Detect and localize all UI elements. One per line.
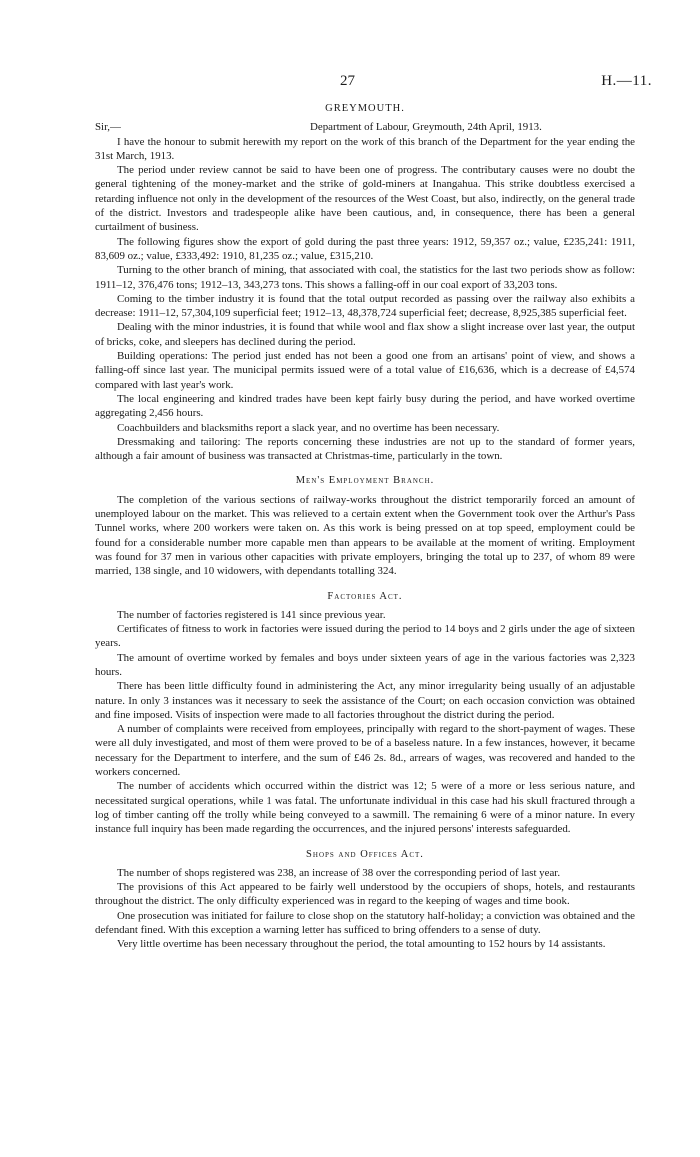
paragraph: The number of factories registered is 141 since previous year. bbox=[117, 608, 386, 621]
paragraph: Coming to the timber industry it is found that the total output recorded as passing over the railway also exhibits a decrease: 1911–12, 57,304,109 superficial feet; 1912–13, 48,378,724 superficial feet; decrease, 8,925,385 superficial feet. bbox=[95, 292, 635, 320]
paragraph: Certificates of fitness to work in factories were issued during the period to 14 boys and 2 girls under the age of sixteen years. bbox=[95, 623, 635, 650]
report-title: GREYMOUTH. bbox=[325, 103, 405, 114]
paragraph: Dealing with the minor industries, it is found that while wool and flax show a slight increase over last year, the output of bricks, coke, and sleepers has declined during the period. bbox=[95, 321, 635, 348]
paragraph: The number of shops registered was 238, an increase of 38 over the corresponding period of last year. bbox=[117, 866, 561, 879]
paragraph: The local engineering and kindred trades have been kept fairly busy during the period, and have worked overtime aggregating 2,456 hours. bbox=[95, 392, 635, 420]
paragraph: I have the honour to submit herewith my report on the work of this branch of the Department for the year ending the 31st March, 1913. bbox=[95, 135, 635, 162]
paragraph: Building operations: The period just ended has not been a good one from an artisans' point of view, and shows a falling-off since last year. The municipal permits issued were of a total value of £16,636, which is a decrease of £4,574 compared with last year's work. bbox=[95, 350, 635, 391]
paragraph: A number of complaints were received from employees, principally with regard to the short-payment of wages. These were all duly investigated, and most of them were proved to be of a baseless nature. In a few instances, however, it became necessary for the Department to interfere, and the sum of £46 2s. 8d., arrears of wages, was recovered and handed to the workers concerned. bbox=[95, 723, 635, 779]
section-heading-factories-act: Factories Act. bbox=[327, 590, 403, 602]
paragraph: Very little overtime has been necessary throughout the period, the total amounting to 152 hours by 14 assistants. bbox=[117, 938, 606, 951]
paragraph: The period under review cannot be said to have been one of progress. The contributary causes were no doubt the general tightening of the money-market and the strike of gold-miners at Inangahua. This strike doubtless exercised a retarding influence not only in the development of the resources of the West Coast, but also, indirectly, on the general trade of the district. Investors and tradespeople alike have been cautious, and, in consequence, there has been a general curtailment of business. bbox=[95, 164, 635, 234]
salutation: Sir,— bbox=[95, 121, 121, 134]
page-number: 27 bbox=[340, 73, 355, 89]
salutation-line bbox=[95, 120, 635, 134]
paragraph: The number of accidents which occurred within the district was 12; 5 were of a more or less serious nature, and necessitated surgical operations, while 1 was fatal. The unfortunate individual in this case had his skull fractured through a log of timber canting off the trolly while being conveyed to a sawmill. The remaining 6 were of a minor nature. In every instance full inquiry has been made regarding the occurrences, and the injured persons' interests safeguarded. bbox=[95, 780, 635, 836]
page-header bbox=[0, 73, 700, 95]
paragraph: Coachbuilders and blacksmiths report a slack year, and no overtime has been necessary. bbox=[117, 421, 500, 434]
dateline: Department of Labour, Greymouth, 24th April, 1913. bbox=[310, 121, 542, 134]
paragraph: One prosecution was initiated for failure to close shop on the statutory half-holiday; a conviction was obtained and the defendant fined. With this exception a warning letter has sufficed to bring offenders to a sense of duty. bbox=[95, 909, 635, 937]
paragraph: There has been little difficulty found in administering the Act, any minor irregularity being usually of an adjustable nature. In only 3 instances was it necessary to seek the assistance of the Court; on each occasion conviction was obtained and fine imposed. Visits of inspection were made to all factories throughout the district during the period. bbox=[95, 680, 635, 721]
paragraph: The completion of the various sections of railway-works throughout the district temporarily forced an amount of unemployed labour on the market. This was relieved to a certain extent when the Government took over the Arthur's Pass Tunnel works, where 200 workers were taken on. As this work is being pressed on at top speed, employment could be found for a considerable number more capable men than appears to be available at the moment of writing. Employment was found for 37 men in various other capacities with private employers, bringing the total up to 237, of whom 89 were married, 138 single, and 10 widowers, with dependants totalling 324. bbox=[95, 493, 635, 578]
paragraph: Dressmaking and tailoring: The reports concerning these industries are not up to the standard of former years, although a fair amount of business was transacted at Christmas-time, particularly in the town. bbox=[95, 435, 635, 463]
document-reference: H.—11. bbox=[601, 73, 652, 89]
section-heading-shops-act: Shops and Offices Act. bbox=[306, 848, 424, 860]
paragraph: Turning to the other branch of mining, that associated with coal, the statistics for the last two periods show as follow: 1911–12, 376,476 tons; 1912–13, 343,273 tons. This shows a falling-off in our coal export of 33,203 tons. bbox=[95, 264, 635, 291]
paragraph: The following figures show the export of gold during the past three years: 1912, 59,357 oz.; value, £235,241: 1911, 83,609 oz.; value, £333,492: 1910, 81,235 oz.; value, £315,210. bbox=[95, 235, 635, 262]
paragraph: The provisions of this Act appeared to be fairly well understood by the occupiers of shops, hotels, and restaurants throughout the district. The only difficulty experienced was in regard to the keeping of wages and time book. bbox=[95, 881, 635, 908]
report-body bbox=[95, 102, 635, 952]
section-heading-mens-employment: Men's Employment Branch. bbox=[295, 475, 435, 487]
paragraph: The amount of overtime worked by females and boys under sixteen years of age in the various factories was 2,323 hours. bbox=[95, 651, 635, 678]
